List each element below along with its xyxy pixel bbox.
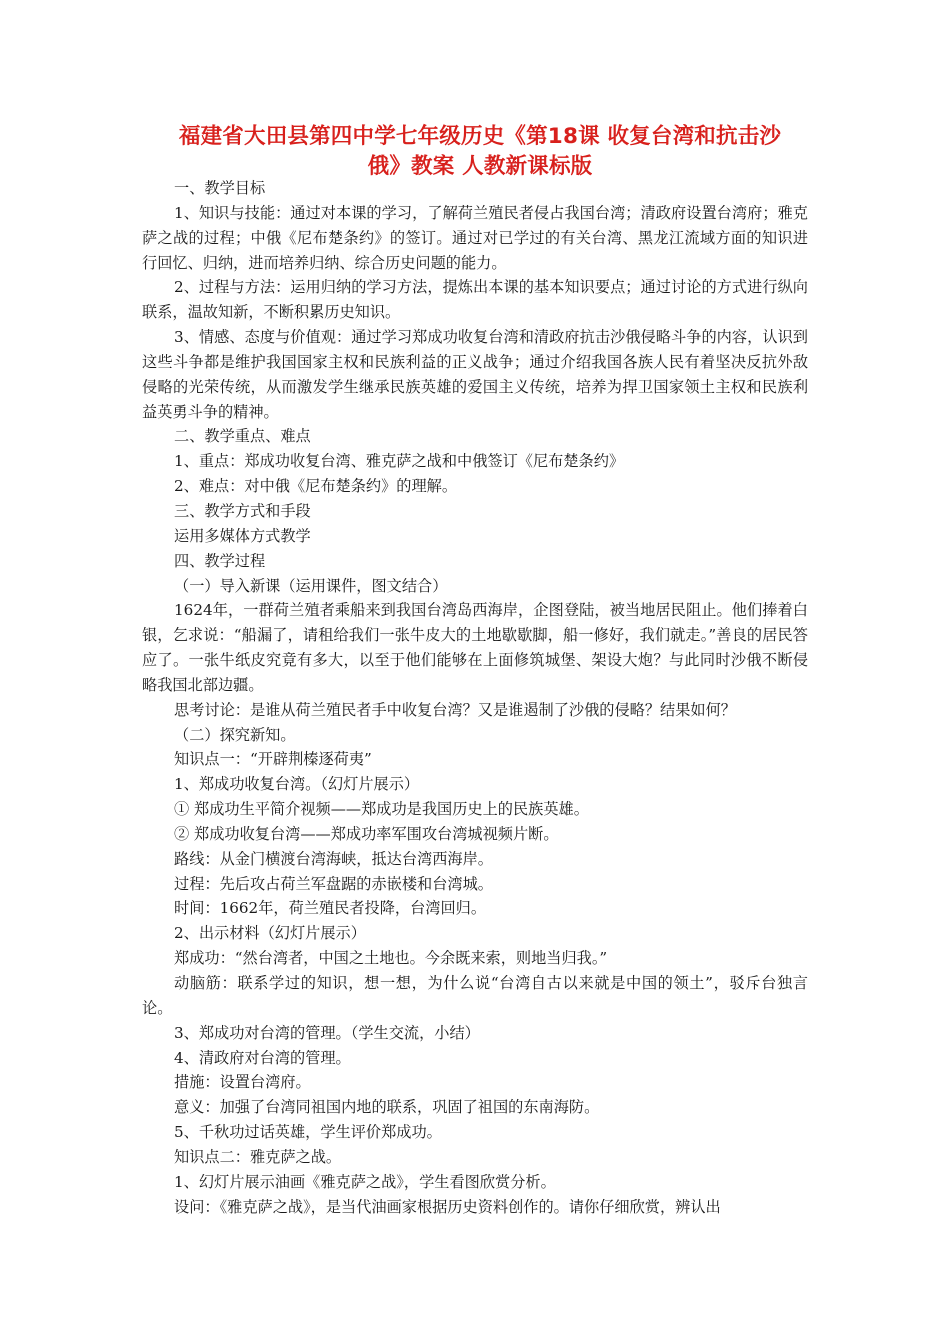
paragraph: 时间：1662年，荷兰殖民者投降，台湾回归。 [174,899,487,918]
paragraph: 3、情感、态度与价值观：通过学习郑成功收复台湾和清政府抗击沙俄侵略斗争的内容，认识到这些斗争都是维护我国国家主权和民族利益的正义战争；通过介绍我国各族人民有着坚决反抗外敌侵略的光荣传统，从而激发学生继承民族英雄的爱国主义传统，培养为捍卫国家领土主权和民族利益英勇斗争的精神。 [142,328,808,421]
title-line-1: 福建省大田县第四中学七年级历史《第18课 收复台湾和抗击沙 [178,124,782,149]
paragraph: （二）探究新知。 [174,725,296,744]
paragraph: 1、幻灯片展示油画《雅克萨之战》，学生看图欣赏分析。 [174,1172,556,1191]
paragraph: 思考讨论：是谁从荷兰殖民者手中收复台湾？又是谁遏制了沙俄的侵略？结果如何？ [174,700,736,719]
paragraph: 措施：设置台湾府。 [174,1073,311,1092]
paragraph: 郑成功：“然台湾者，中国之土地也。今余既来索，则地当归我。” [174,949,608,968]
paragraph: ① 郑成功生平简介视频——郑成功是我国历史上的民族英雄。 [174,800,589,819]
paragraph: 1624年，一群荷兰殖者乘船来到我国台湾岛西海岸，企图登陆，被当地居民阻止。他们捧着白银，乞求说：“船漏了，请租给我们一张牛皮大的土地歇歇脚，船一修好，我们就走。”善良的居民答应了。一张牛纸皮究竟有多大，以至于他们能够在上面修筑城堡、架设大炮？与此同时沙俄不断侵略我国北部边疆。 [142,601,808,694]
document-body [142,176,808,1219]
paragraph: 设问：《雅克萨之战》，是当代油画家根据历史资料创作的。请你仔细欣赏，辨认出 [174,1197,721,1216]
paragraph: 2、出示材料（幻灯片展示） [174,924,366,943]
paragraph: 1、知识与技能：通过对本课的学习，了解荷兰殖民者侵占我国台湾；清政府设置台湾府；雅克萨之战的过程；中俄《尼布楚条约》的签订。通过对已学过的有关台湾、黑龙江流域方面的知识进行回忆、归纳，进而培养归纳、综合历史问题的能力。 [142,203,808,272]
paragraph: 路线：从金门横渡台湾海峡，抵达台湾西海岸。 [174,849,493,868]
heading-objectives: 一、教学目标 [174,179,266,197]
paragraph: 3、郑成功对台湾的管理。（学生交流，小结） [174,1023,480,1042]
document-title [150,122,810,182]
paragraph: 知识点二：雅克萨之战。 [174,1147,342,1166]
paragraph: 1、郑成功收复台湾。（幻灯片展示） [174,775,420,794]
paragraph: 动脑筋：联系学过的知识，想一想，为什么说“台湾自古以来就是中国的领土”，驳斥台独言论。 [142,974,808,1017]
paragraph: 4、清政府对台湾的管理。 [174,1048,351,1067]
title-line-2: 俄》教案 人教新课标版 [367,154,593,179]
paragraph: 运用多媒体方式教学 [174,526,311,545]
heading-methods: 三、教学方式和手段 [174,501,311,520]
paragraph: 过程：先后攻占荷兰军盘踞的赤嵌楼和台湾城。 [174,874,493,893]
paragraph: 5、千秋功过话英雄，学生评价郑成功。 [174,1123,442,1142]
paragraph: 1、重点：郑成功收复台湾、雅克萨之战和中俄签订《尼布楚条约》 [174,452,625,471]
paragraph: 2、过程与方法：运用归纳的学习方法，提炼出本课的基本知识要点；通过讨论的方式进行纵向联系，温故知新，不断积累历史知识。 [142,278,808,322]
heading-process: 四、教学过程 [174,551,266,570]
paragraph: 2、难点：对中俄《尼布楚条约》的理解。 [174,477,458,496]
paragraph: 意义：加强了台湾同祖国内地的联系，巩固了祖国的东南海防。 [174,1098,600,1117]
paragraph: 知识点一：“开辟荆榛逐荷夷” [174,750,372,769]
paragraph: ② 郑成功收复台湾——郑成功率军围攻台湾城视频片断。 [174,824,559,843]
heading-key-points: 二、教学重点、难点 [174,427,311,446]
paragraph: （一）导入新课（运用课件，图文结合） [174,576,448,595]
